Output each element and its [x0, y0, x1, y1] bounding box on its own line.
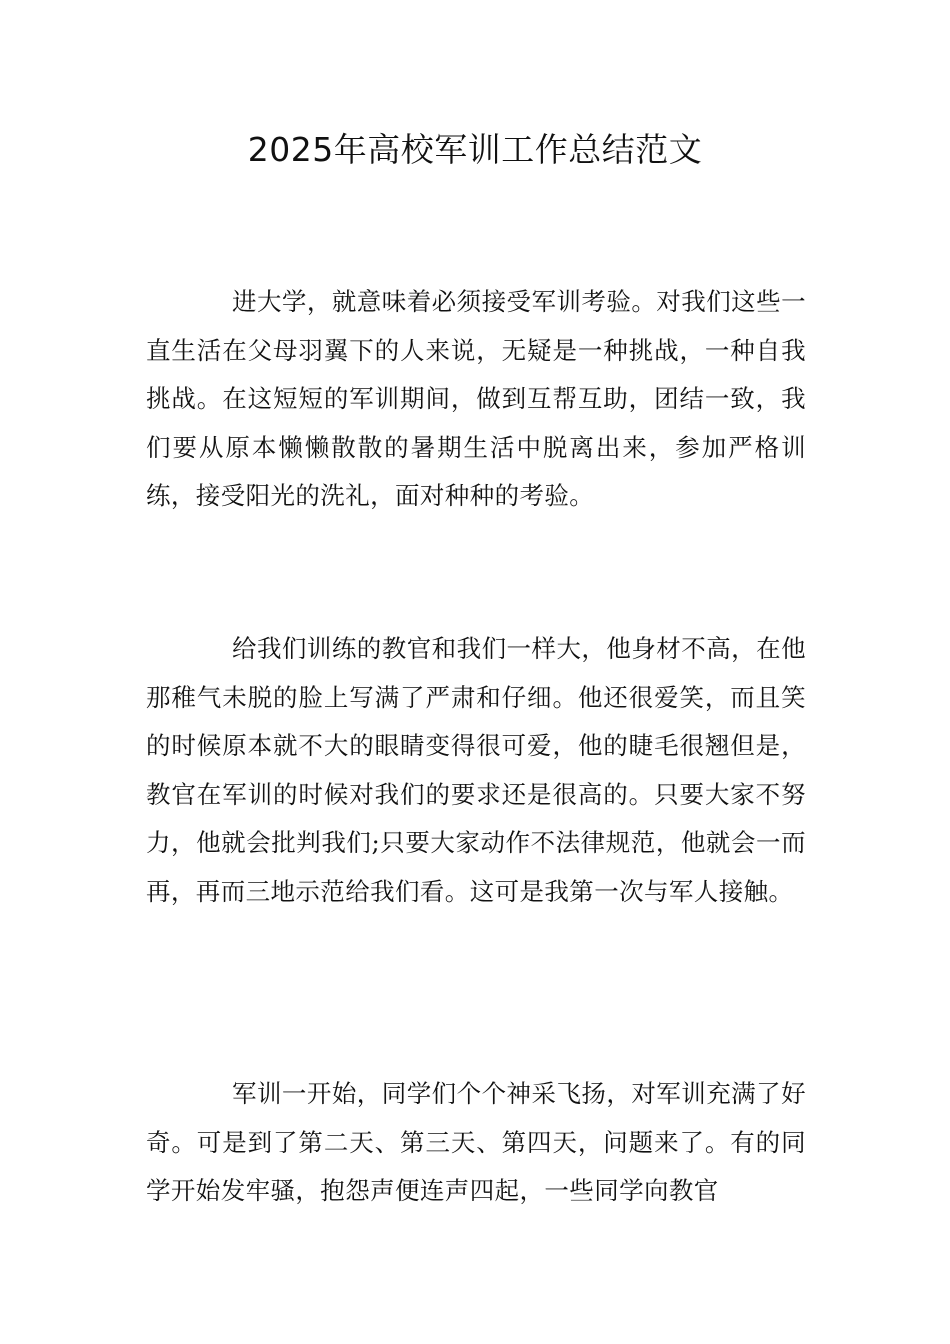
document-title: 2025年高校军训工作总结范文: [247, 130, 703, 169]
paragraph-2: 给我们训练的教官和我们一样大，他身材不高，在他那稚气未脱的脸上写满了严肃和仔细。他还很爱笑，而且笑的时候原本就不大的眼睛变得很可爱，他的睫毛很翘但是，教官在军训的时候对我们的要求还是很高的。只要大家不努力，他就会批判我们;只要大家动作不法律规范，他就会一而再，再而三地示范给我们看。这可是我第一次与军人接触。: [146, 634, 806, 906]
paragraph-3: 军训一开始，同学们个个神采飞扬，对军训充满了好奇。可是到了第二天、第三天、第四天，问题来了。有的同学开始发牢骚，抱怨声便连声四起，一些同学向教官: [146, 1079, 806, 1206]
paragraph-1: 进大学，就意味着必须接受军训考验。对我们这些一直生活在父母羽翼下的人来说，无疑是一种挑战，一种自我挑战。在这短短的军训期间，做到互帮互助，团结一致，我们要从原本懒懒散散的暑期生活中脱离出来，参加严格训练，接受阳光的洗礼，面对种种的考验。: [146, 287, 806, 511]
